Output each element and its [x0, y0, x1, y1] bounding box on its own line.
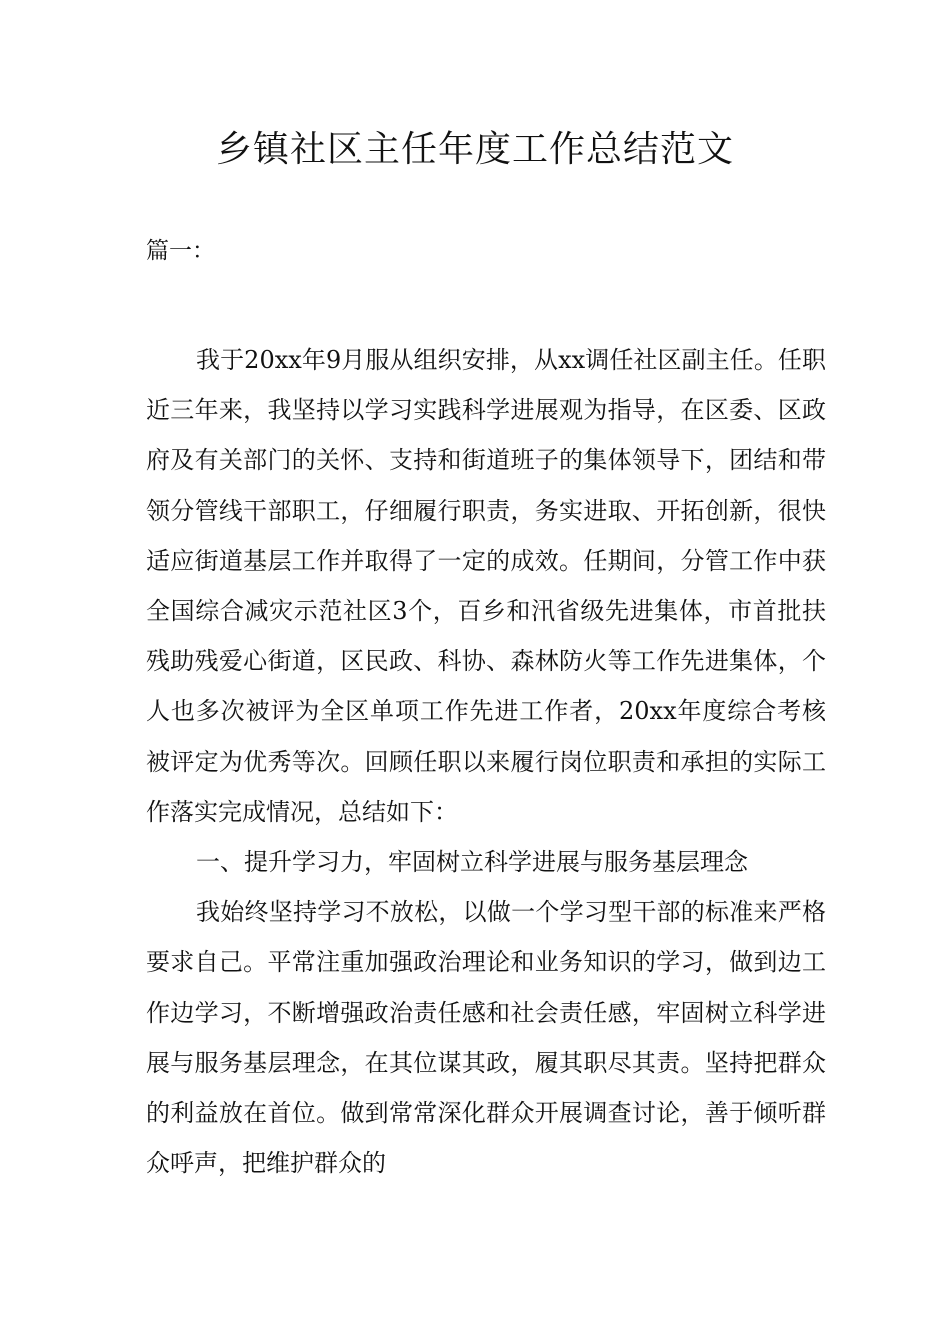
document-title: 乡镇社区主任年度工作总结范文: [215, 129, 734, 170]
paragraph-intro: 我于20xx年9月服从组织安排，从xx调任社区副主任。任职近三年来，我坚持以学习实践科学进展观为指导，在区委、区政府及有关部门的关怀、支持和街道班子的集体领导下，团结和带领分管线干部职工，仔细履行职责，务实进取、开拓创新，很快适应街道基层工作并取得了一定的成效。任期间，分管工作中获全国综合减灾示范社区3个，百乡和汛省级先进集体，市首批扶残助残爱心街道，区民政、科协、森林防火等工作先进集体，个人也多次被评为全区单项工作先进工作者，20xx年度综合考核被评定为优秀等次。回顾任职以来履行岗位职责和承担的实际工作落实完成情况，总结如下：: [146, 346, 826, 826]
paragraph-learning: 我始终坚持学习不放松，以做一个学习型干部的标准来严格要求自己。平常注重加强政治理论和业务知识的学习，做到边工作边学习，不断增强政治责任感和社会责任感，牢固树立科学进展与服务基层理念，在其位谋其政，履其职尽其责。坚持把群众的利益放在首位。做到常常深化群众开展调查讨论，善于倾听群众呼声，把维护群众的: [146, 898, 826, 1178]
section-heading: 一、提升学习力，牢固树立科学进展与服务基层理念: [196, 848, 748, 877]
section-label: 篇一：: [146, 238, 215, 264]
document-body: [146, 335, 826, 1188]
